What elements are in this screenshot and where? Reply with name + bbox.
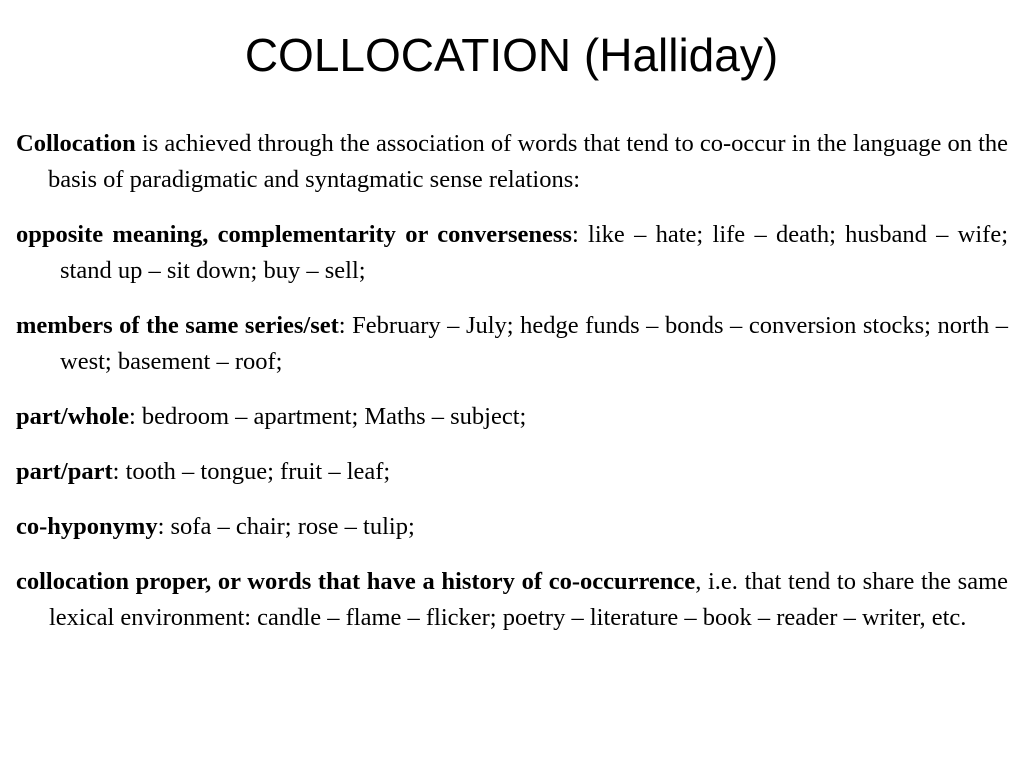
paragraph-part-whole <box>16 399 1008 435</box>
paragraph-collocation-proper <box>16 564 1008 636</box>
term-collocation: Collocation <box>16 130 136 157</box>
term-separator: : <box>112 458 120 485</box>
term-co-hyponymy: co-hyponymy <box>16 513 158 540</box>
paragraph-text: sofa – chair; rose – tulip; <box>164 513 415 540</box>
paragraph-co-hyponymy <box>16 509 1008 545</box>
paragraph-text: February – July; hedge funds – bonds – conversion stocks; north – west; basement – roof; <box>60 312 1008 375</box>
term-separator: : <box>157 513 165 540</box>
term-separator: : <box>571 221 579 248</box>
paragraph-text: like – hate; life – death; husband – wife; stand up – sit down; buy – sell; <box>60 221 1009 284</box>
term-opposite-meaning: opposite meaning, complementarity or converseness <box>16 221 572 248</box>
paragraph-text: is achieved through the association of words that tend to co-occur in the language on the basis of paradigmatic and syntagmatic sense relations: <box>48 130 1008 193</box>
term-separator: : <box>338 312 346 339</box>
paragraph-text: tooth – tongue; fruit – leaf; <box>119 458 391 485</box>
term-separator: , <box>695 568 702 595</box>
term-part-part: part/part <box>16 458 113 485</box>
paragraph-part-part <box>16 454 1008 490</box>
slide-title: COLLOCATION (Halliday) <box>244 29 779 81</box>
paragraph-text: bedroom – apartment; Maths – subject; <box>135 403 527 430</box>
paragraph-text: i.e. that tend to share the same lexical environment: candle – flame – flicker; poetry – literature – book – reader – writer, etc. <box>49 568 1009 631</box>
paragraph-opposite-meaning <box>16 217 1008 289</box>
term-part-whole: part/whole <box>16 403 129 430</box>
term-collocation-proper: collocation proper, or words that have a history of co-occurrence <box>16 568 696 595</box>
term-separator: : <box>128 403 136 430</box>
term-same-series: members of the same series/set <box>16 312 339 339</box>
paragraph-same-series <box>16 308 1008 380</box>
slide-body <box>16 126 1008 655</box>
paragraph-collocation-definition <box>16 126 1008 198</box>
